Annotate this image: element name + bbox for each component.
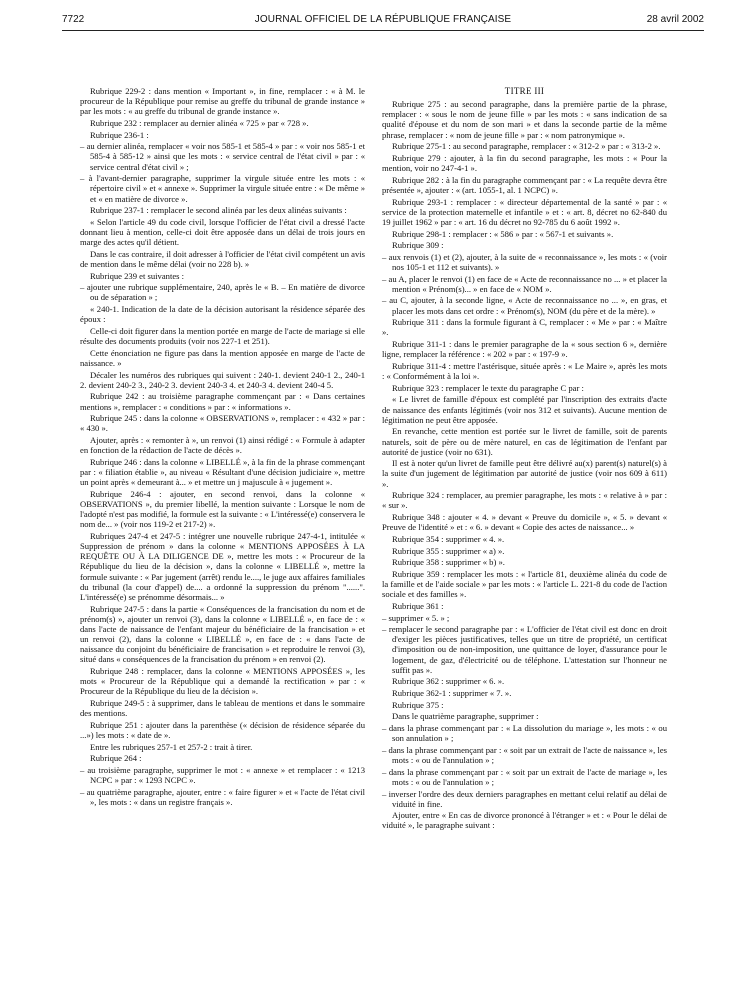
left-paragraph: Rubrique 242 : au troisième paragraphe commençant par : « Dans certaines mentions », remplacer : « conditions » par : « informations ». — [80, 391, 365, 412]
left-paragraph: Cette énonciation ne figure pas dans la mention apposée en marge de l'acte de naissance. » — [80, 347, 365, 368]
left-paragraph: Rubrique 246-4 : ajouter, en second renvoi, dans la colonne « OBSERVATIONS », du premier libellé, la mention suivante : Lorsque le nom de l'adopté n'est pas modifié, la formule est la suivante : « L'intéressé(e) conservera le nom de... » (voir nos 119-2 et 217-2) ». — [80, 488, 365, 530]
right-paragraph: Rubrique 279 : ajouter, à la fin du second paragraphe, les mots : « Pour la mention, voir no 247-4-1 ». — [382, 152, 667, 174]
page-header — [62, 14, 704, 30]
left-paragraph: Rubrique 239 et suivantes : — [90, 270, 185, 281]
left-paragraph: Décaler les numéros des rubriques qui suivent : 240-1. devient 240-1 2., 240-1 2. devient 240-2 3., 240-2 3. devient 240-3 4. et 240-3 4. devient 240-4 5. — [80, 369, 365, 390]
right-paragraph: Rubrique 375 : — [392, 699, 444, 710]
left-paragraph: Rubrique 248 : remplacer, dans la colonne « MENTIONS APPOSÉES », les mots « Procureur de la République qui a demandé la rectification » par : « Procureur de la République du lieu de la décision ». — [80, 665, 365, 697]
right-paragraph: – inverser l'ordre des deux derniers paragraphes en mettant celui relatif au délai de viduité in fine. — [382, 788, 667, 809]
right-paragraph: Dans le quatrième paragraphe, supprimer : — [392, 711, 539, 722]
left-paragraph: – au quatrième paragraphe, ajouter, entre : « faire figurer » et « l'acte de l'état civil », les mots : « dans un registre français ». — [80, 786, 365, 807]
left-paragraph: Rubriques 247-4 et 247-5 : intégrer une nouvelle rubrique 247-4-1, intitulée « Suppression de prénom » dans la colonne « MENTIONS APPOSÉES À LA REQUÊTE OU À LA DILIGENCE DE », mettre les mots : « Procureur de la République du lieu de la décision », dans la colonne « LIBELLÉ », mettre la formule suivante : « Par jugement (arrêt) rendu le...., le juge aux affaires familiales du tribunal (la cour d'appel) de.... a ordonné la suppression du prénom "......". L'intéressé(e) se prénomme désormais... » — [80, 530, 365, 602]
left-paragraph: Rubrique 264 : — [90, 753, 142, 764]
right-paragraph: En revanche, cette mention est portée sur le livret de famille, soit de parents naturels, soit de père ou de mère naturel, en cas de légitimation de l'enfant par autorité de justice (voir no 631). — [382, 426, 667, 457]
right-paragraph: Rubrique 362-1 : supprimer « 7. ». — [392, 688, 512, 699]
header-rule — [62, 30, 704, 31]
left-column — [80, 86, 365, 808]
right-paragraph: Rubrique 282 : à la fin du paragraphe commençant par : « La requête devra être présentée », ajouter : « (art. 1055-1, al. 1 NCPC) ». — [382, 174, 667, 195]
left-paragraph: Dans le cas contraire, il doit adresser à l'officier de l'état civil compétent un avis de mention dans le même délai (voir no 228 b). » — [80, 248, 365, 269]
left-paragraph: – au dernier alinéa, remplacer « voir nos 585-1 et 585-4 » par : « voir nos 585-1 et 585-4 à 585-12 » ainsi que les mots : « service central de l'état civil » par : « service central d'état civil » ; — [80, 141, 365, 172]
right-paragraph: Rubrique 293-1 : remplacer : « directeur départemental de la santé » par : « service de la protection maternelle et infantile » et : « art. 8, décret no 62-840 du 19 juillet 1962 » par : « art. 16 du décret no 92-785 du 6 août 1992 ». — [382, 196, 667, 227]
left-paragraph: Rubrique 237-1 : remplacer le second alinéa par les deux alinéas suivants : — [90, 205, 347, 216]
right-paragraph: Rubrique 361 : — [392, 600, 444, 611]
right-paragraph: – supprimer « 5. » ; — [382, 612, 450, 623]
right-paragraph: Rubrique 324 : remplacer, au premier paragraphe, les mots : « relative à » par : « sur ». — [382, 490, 667, 511]
left-paragraph: Rubrique 247-5 : dans la partie « Conséquences de la francisation du nom et de prénom(s) », ajouter un renvoi (3), dans la colonne « LIBELLÉ », en face de : « dans l'acte de naissance de l'enfant majeur du bénéficiaire de la francisation » et un renvoi (2), dans la colonne « LIBELLÉ », en face de : « dans l'acte de naissance du conjoint du bénéficiaire de francisation » et reproduire le renvoi (3), situé dans « conséquences de la francisation du prénom » en renvoi (2). — [80, 603, 365, 665]
left-paragraph: Rubrique 249-5 : à supprimer, dans le tableau de mentions et dans le sommaire des mentions. — [80, 697, 365, 719]
right-paragraph: « Le livret de famille d'époux est complété par l'inscription des extraits d'acte de naissance des enfants légitimés (voir nos 312 et suivants). Aucune mention de légitimation ne peut être apposée. — [382, 394, 667, 425]
right-paragraph: Rubrique 309 : — [392, 240, 444, 251]
right-column — [382, 86, 667, 832]
left-paragraph: Rubrique 246 : dans la colonne « LIBELLÉ », à la fin de la phrase commençant par : « filiation établie », au niveau « Résultant d'une décision judiciaire », mettre un point après « demeurant à... » et mettre un j majuscule à « jugement ». — [80, 456, 365, 488]
section-title: TITRE III — [504, 86, 545, 96]
left-paragraph: Celle-ci doit figurer dans la mention portée en marge de l'acte de mariage si elle résulte des documents produits (voir nos 227-1 et 251). — [80, 325, 365, 347]
journal-title: JOURNAL OFFICIEL DE LA RÉPUBLIQUE FRANÇAISE — [254, 14, 512, 25]
right-paragraph: Ajouter, entre « En cas de divorce prononcé à l'étranger » et : « Pour le délai de viduité », le paragraphe suivant : — [382, 810, 667, 831]
left-paragraph: Entre les rubriques 257-1 et 257-2 : trait à tirer. — [90, 741, 253, 752]
left-paragraph: Rubrique 251 : ajouter dans la parenthèse (« décision de résidence séparée du ...») les mots : « date de ». — [80, 719, 365, 740]
right-paragraph: Rubrique 298-1 : remplacer : « 586 » par : « 567-1 et suivants ». — [392, 228, 614, 239]
right-paragraph: Rubrique 311-1 : dans le premier paragraphe de la « sous section 6 », dernière ligne, remplacer la référence : « 202 » par : « 197-9 ». — [382, 339, 667, 360]
right-paragraph: Rubrique 275-1 : au second paragraphe, remplacer : « 312-2 » par : « 313-2 ». — [392, 141, 661, 152]
left-paragraph: « 240-1. Indication de la date de la décision autorisant la résidence séparée des époux : — [80, 304, 365, 325]
left-paragraph: Ajouter, après : « remonter à », un renvoi (1) ainsi rédigé : « Formule à adapter en fonction de la rédaction de l'acte de décès ». — [80, 435, 365, 456]
right-paragraph: Rubrique 358 : supprimer « b) ». — [392, 557, 505, 568]
right-paragraph: – dans la phrase commençant par : « soit par un extrait de l'acte de naissance », les mots : « ou de l'annulation » ; — [382, 744, 667, 766]
left-paragraph: – au troisième paragraphe, supprimer le mot : « annexe » et remplacer : « 1213 NCPC » par : « 1293 NCPC ». — [80, 764, 365, 785]
left-paragraph: – à l'avant-dernier paragraphe, supprimer la virgule située entre les mots : « répertoire civil » et « annexe ». Supprimer la virgule située entre : « De même » et « en matière de divorce ». — [80, 173, 365, 204]
right-paragraph: – aux renvois (1) et (2), ajouter, à la suite de « reconnaissance », les mots : « (voir nos 105-1 et 112 et suivants). » — [382, 251, 667, 272]
right-paragraph: – dans la phrase commençant par : « La dissolution du mariage », les mots : « ou son annulation » ; — [382, 723, 667, 744]
page-number: 7722 — [62, 14, 85, 25]
right-paragraph: Rubrique 355 : supprimer « a) ». — [392, 545, 505, 556]
left-paragraph: – ajouter une rubrique supplémentaire, 240, après le « B. – En matière de divorce ou de séparation » ; — [80, 282, 365, 303]
right-paragraph: – au A, placer le renvoi (1) en face de « Acte de reconnaissance no ... » et placer la mention « Prénom(s)... » en face de « NOM ». — [382, 273, 667, 294]
left-paragraph: Rubrique 232 : remplacer au dernier alinéa « 725 » par « 728 ». — [90, 117, 309, 128]
right-paragraph: Rubrique 311 : dans la formule figurant à C, remplacer : « Me » par : « Maître ». — [382, 317, 667, 338]
left-paragraph: Rubrique 229-2 : dans mention « Important », in fine, remplacer : « à M. le procureur de la République pour remise au greffe du tribunal de grande instance » par les mots : « au greffe du tribunal de grande instance ». — [80, 86, 365, 117]
right-paragraph: Rubrique 362 : supprimer « 6. ». — [392, 676, 505, 687]
issue-date: 28 avril 2002 — [646, 14, 704, 25]
right-paragraph: Rubrique 323 : remplacer le texte du paragraphe C par : — [392, 382, 584, 393]
left-paragraph: « Selon l'article 49 du code civil, lorsque l'officier de l'état civil a dressé l'acte donnant lieu à mention, celle-ci doit être apposée dans un délai de trois jours en marge des actes qu'il détient. — [80, 216, 365, 248]
right-paragraph: Rubrique 359 : remplacer les mots : « l'article 81, deuxième alinéa du code de la famille et de l'aide sociale » par les mots : « l'article L. 221-8 du code de l'action sociale et des familles ». — [382, 568, 667, 600]
right-paragraph: Rubrique 348 : ajouter « 4. » devant « Preuve du domicile », « 5. » devant « Preuve de l'identité » et : « 6. » devant « Copie des actes de naissance... » — [382, 512, 667, 533]
right-paragraph: Rubrique 354 : supprimer « 4. ». — [392, 533, 505, 544]
left-paragraph: Rubrique 245 : dans la colonne « OBSERVATIONS », remplacer : « 432 » par : « 430 ». — [80, 413, 365, 434]
right-paragraph: Il est à noter qu'un livret de famille peut être délivré au(x) parent(s) naturel(s) à la suite d'un jugement de légitimation par autorité de justice (voir nos 609 à 611) ». — [382, 458, 667, 489]
right-paragraph: – dans la phrase commençant par : « soit par un extrait de l'acte de mariage », les mots : « ou de l'annulation » ; — [382, 766, 667, 787]
left-paragraph: Rubrique 236-1 : — [90, 129, 149, 140]
right-paragraph: Rubrique 275 : au second paragraphe, dans la première partie de la phrase, remplacer : « sous le nom de jeune fille » par les mots : « sans indication de sa qualité d'épouse et du nom de son mari » et dans la seconde partie de la même phrase, remplacer : « nom de jeune fille » par : « nom patronymique ». — [382, 99, 667, 140]
right-paragraph: – remplacer le second paragraphe par : « L'officier de l'état civil est donc en droit d'exiger les pièces justificatives, telles que un titre de propriété, un certificat d'imposition ou de non-imposition, une quittance de loyer, d'assurance pour le logement, de gaz, d'électricité ou de téléphone. L'attestation sur l'honneur ne suffit pas ». — [382, 624, 667, 675]
right-paragraph: Rubrique 311-4 : mettre l'astérisque, située après : « Le Maire », après les mots : « Conformément à la loi ». — [382, 360, 667, 382]
right-paragraph: – au C, ajouter, à la seconde ligne, « Acte de reconnaissance no ... », en gras, et placer les mots dans cet ordre : « Prénom(s), NOM (du père et de la mère). » — [382, 295, 667, 316]
